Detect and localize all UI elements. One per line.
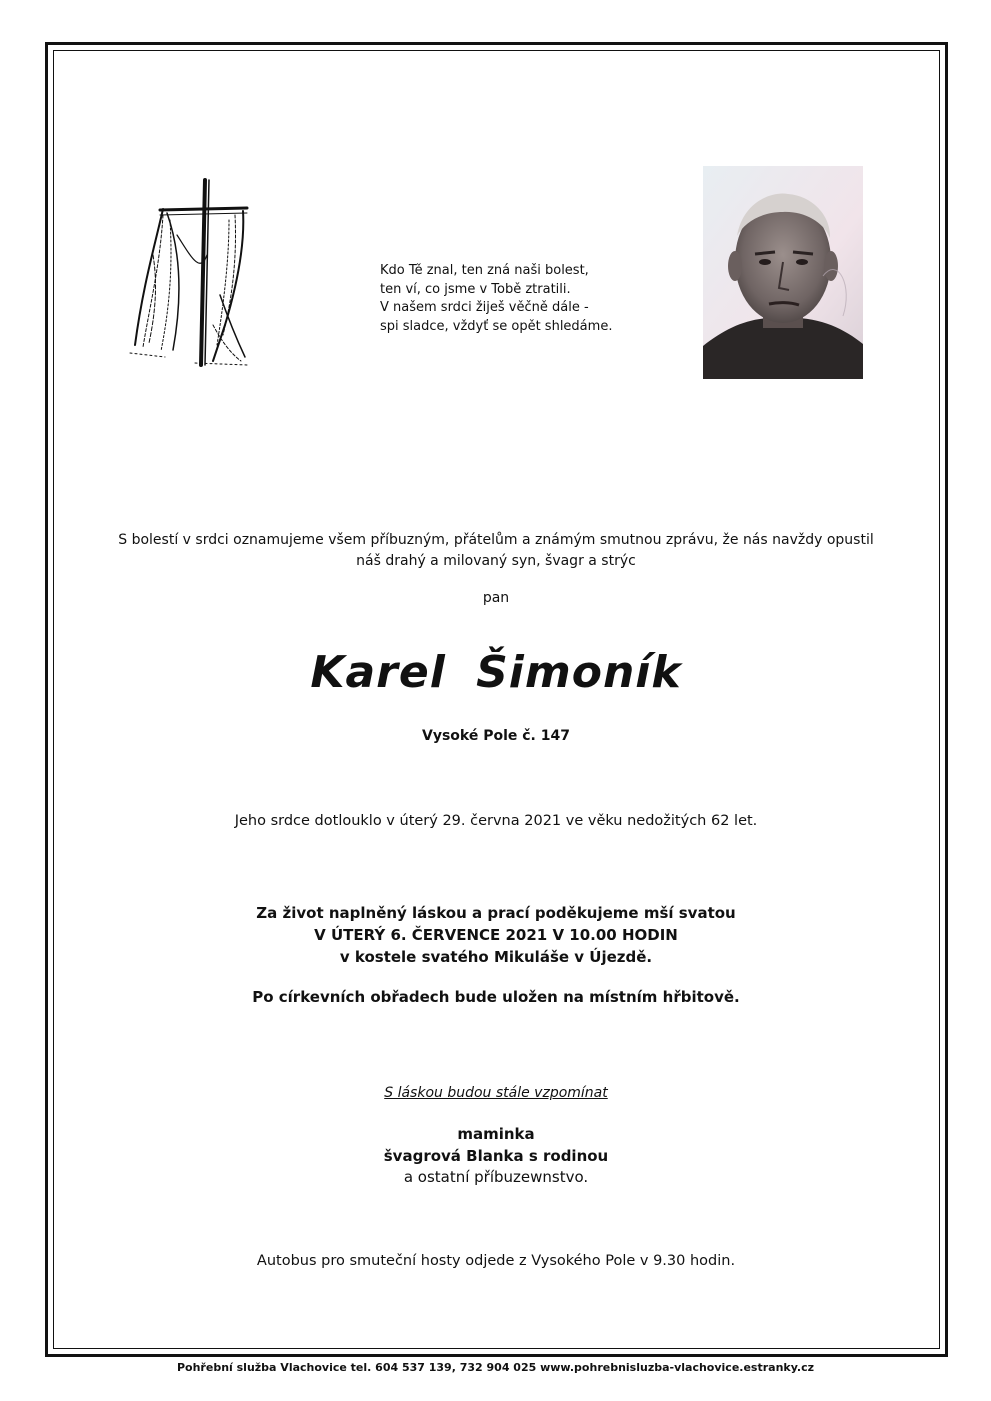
address: Vysoké Pole č. 147 [422, 728, 570, 744]
poem-line: Kdo Tě znal, ten zná naši bolest, [380, 263, 589, 278]
title-word: pan [482, 590, 510, 606]
footer-funeral-service: Pohřební služba Vlachovice tel. 604 537 139, 732 904 025 www.pohrebnisluzba-vlachovice.estranky.cz [176, 1361, 814, 1374]
mourner: maminka [457, 1125, 535, 1143]
funeral-info [60, 902, 932, 968]
mourners-heading [60, 1085, 932, 1101]
mourners-heading-text: S láskou budou stále vzpomínat [384, 1085, 608, 1101]
memorial-poem [380, 262, 640, 336]
mourner: a ostatní příbuzewnstvo. [403, 1168, 589, 1186]
mourners-list [60, 1124, 932, 1189]
poem-line: ten ví, co jsme v Tobě ztratili. [380, 281, 571, 297]
portrait-photo [703, 166, 863, 379]
announcement [60, 530, 932, 572]
deceased-name: Karel Šimoník [310, 647, 682, 698]
cross-with-shroud-icon [125, 175, 255, 370]
poem-line: V našem srdci žiješ věčně dále - [380, 300, 589, 315]
death-notice: Jeho srdce dotlouklo v úterý 29. června 2021 ve věku nedožitých 62 let. [234, 813, 758, 829]
announcement-line: náš drahý a milovaný syn, švagr a strýc [356, 553, 636, 569]
burial-info: Po církevních obřadech bude uložen na místním hřbitově. [252, 988, 740, 1006]
funeral-line: Za život naplněný láskou a prací poděkujeme mší svatou [256, 904, 736, 922]
poem-line: spi sladce, vždyť se opět shledáme. [380, 318, 613, 334]
bus-notice: Autobus pro smuteční hosty odjede z Vysokého Pole v 9.30 hodin. [256, 1253, 736, 1269]
funeral-line: v kostele svatého Mikuláše v Újezdě. [339, 948, 653, 966]
mourner: švagrová Blanka s rodinou [383, 1146, 609, 1165]
announcement-line: S bolestí v srdci oznamujeme všem příbuzným, přátelům a známým smutnou zprávu, že nás navždy opustil [118, 532, 874, 548]
funeral-line: V ÚTERÝ 6. ČERVENCE 2021 V 10.00 HODIN [314, 926, 678, 944]
